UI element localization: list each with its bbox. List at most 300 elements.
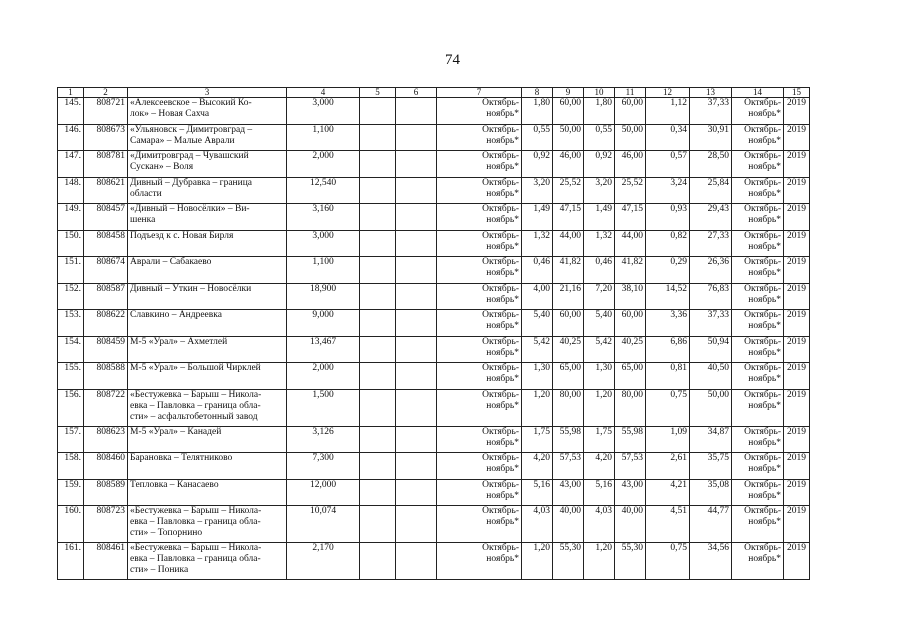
work-period-2-line: ноябрь* — [748, 321, 781, 331]
column-header-8: 8 — [522, 88, 553, 98]
road-length: 2,170 — [287, 543, 360, 580]
work-period — [437, 310, 522, 337]
value-c8: 1,30 — [522, 363, 553, 390]
work-period-2-line: Октябрь- — [744, 389, 781, 400]
work-period-2-line: ноябрь* — [748, 188, 781, 199]
empty-cell-6 — [396, 426, 437, 453]
road-length: 9,000 — [287, 310, 360, 337]
value-c11: 57,53 — [615, 453, 646, 480]
work-period-2-line: Октябрь- — [744, 230, 781, 241]
work-period-2-line: ноябрь* — [748, 162, 781, 172]
work-period-2 — [732, 151, 784, 178]
empty-cell-6 — [396, 389, 437, 426]
year: 2019 — [784, 151, 810, 178]
road-name — [128, 310, 287, 337]
work-period-line: Октябрь- — [482, 230, 519, 241]
value-c12: 14,52 — [646, 283, 690, 310]
value-c12: 1,09 — [646, 426, 690, 453]
year: 2019 — [784, 124, 810, 151]
row-index: 158. — [58, 453, 84, 480]
work-period-2-line: Октябрь- — [744, 426, 781, 437]
row-index: 161. — [58, 543, 84, 580]
work-period — [437, 453, 522, 480]
empty-cell-5 — [360, 479, 396, 506]
work-period-2-line: Октябрь- — [744, 363, 781, 373]
empty-cell-5 — [360, 230, 396, 257]
value-c11: 25,52 — [615, 177, 646, 204]
empty-cell-5 — [360, 506, 396, 543]
empty-cell-6 — [396, 453, 437, 480]
work-period-2-line: ноябрь* — [748, 347, 781, 358]
empty-cell-5 — [360, 426, 396, 453]
value-c13: 37,33 — [690, 98, 732, 125]
work-period-line: ноябрь* — [486, 215, 519, 225]
work-period-2 — [732, 426, 784, 453]
work-period-2-line: ноябрь* — [748, 400, 781, 411]
work-period-2 — [732, 543, 784, 580]
value-c8: 5,16 — [522, 479, 553, 506]
value-c10: 5,40 — [584, 310, 615, 337]
road-name — [128, 151, 287, 178]
work-period-2-line: Октябрь- — [744, 283, 781, 294]
work-period-2-line: ноябрь* — [748, 109, 781, 119]
table-row — [58, 506, 810, 543]
row-index: 159. — [58, 479, 84, 506]
column-header-2: 2 — [84, 88, 128, 98]
value-c12: 6,86 — [646, 336, 690, 363]
table-row — [58, 177, 810, 204]
table-row — [58, 426, 810, 453]
work-period-2-line: ноябрь* — [748, 135, 781, 146]
value-c12: 3,36 — [646, 310, 690, 337]
road-name-line: «Димитровград – Чувашский — [130, 151, 249, 161]
column-header-14: 14 — [732, 88, 784, 98]
work-period — [437, 363, 522, 390]
value-c13: 29,43 — [690, 204, 732, 231]
row-index: 156. — [58, 389, 84, 426]
value-c8: 1,80 — [522, 98, 553, 125]
value-c9: 43,00 — [553, 479, 584, 506]
work-period-2 — [732, 363, 784, 390]
work-period-line: ноябрь* — [486, 517, 519, 527]
value-c10: 1,49 — [584, 204, 615, 231]
empty-cell-6 — [396, 310, 437, 337]
work-period — [437, 506, 522, 543]
value-c11: 44,00 — [615, 230, 646, 257]
road-name-line: Дивный – Дубравка – граница — [130, 177, 253, 188]
road-length: 2,000 — [287, 363, 360, 390]
value-c9: 57,53 — [553, 453, 584, 480]
road-name-line: «Ульяновск – Димитровград – — [130, 124, 253, 135]
page-number: 74 — [445, 52, 460, 68]
value-c12: 0,29 — [646, 257, 690, 284]
value-c10: 1,20 — [584, 389, 615, 426]
row-index: 145. — [58, 98, 84, 125]
work-period-line: ноябрь* — [486, 374, 519, 384]
road-code: 808781 — [84, 151, 128, 178]
road-code: 808588 — [84, 363, 128, 390]
year: 2019 — [784, 543, 810, 580]
road-name-line: лок» – Новая Сахча — [130, 109, 210, 119]
road-name-line: евка – Павловка – граница обла- — [130, 554, 261, 564]
row-index: 147. — [58, 151, 84, 178]
value-c13: 28,50 — [690, 151, 732, 178]
column-header-11: 11 — [615, 88, 646, 98]
road-code: 808623 — [84, 426, 128, 453]
column-header-4: 4 — [287, 88, 360, 98]
road-length: 3,160 — [287, 204, 360, 231]
road-name-line: сти» – асфальтобетонный завод — [130, 411, 258, 422]
work-period-line: ноябрь* — [486, 400, 519, 411]
road-code: 808622 — [84, 310, 128, 337]
work-period-line: Октябрь- — [482, 124, 519, 135]
table-row — [58, 283, 810, 310]
empty-cell-6 — [396, 336, 437, 363]
value-c11: 40,00 — [615, 506, 646, 543]
work-period-2-line: Октябрь- — [744, 479, 781, 490]
value-c12: 4,51 — [646, 506, 690, 543]
work-period-2 — [732, 230, 784, 257]
column-header-12: 12 — [646, 88, 690, 98]
work-period-line: Октябрь- — [482, 389, 519, 400]
column-header-10: 10 — [584, 88, 615, 98]
table-row — [58, 257, 810, 284]
empty-cell-6 — [396, 479, 437, 506]
road-name-line: Барановка – Телятниково — [130, 453, 233, 463]
work-period-line: ноябрь* — [486, 241, 519, 252]
value-c8: 0,55 — [522, 124, 553, 151]
road-name-line: «Бестужевка – Барыш – Никола- — [130, 389, 262, 400]
road-name-line: Аврали – Сабакаево — [130, 257, 212, 267]
value-c10: 1,30 — [584, 363, 615, 390]
year: 2019 — [784, 177, 810, 204]
work-period-2 — [732, 283, 784, 310]
work-period-2-line: ноябрь* — [748, 437, 781, 448]
value-c11: 60,00 — [615, 98, 646, 125]
year: 2019 — [784, 310, 810, 337]
road-code: 808723 — [84, 506, 128, 543]
work-period-line: ноябрь* — [486, 464, 519, 474]
column-header-6: 6 — [396, 88, 437, 98]
work-period-2-line: Октябрь- — [744, 336, 781, 347]
work-period-2 — [732, 453, 784, 480]
empty-cell-5 — [360, 283, 396, 310]
road-name — [128, 98, 287, 125]
empty-cell-6 — [396, 283, 437, 310]
year: 2019 — [784, 98, 810, 125]
value-c10: 7,20 — [584, 283, 615, 310]
work-period-line: ноябрь* — [486, 554, 519, 564]
table-row — [58, 479, 810, 506]
road-length: 1,100 — [287, 257, 360, 284]
value-c10: 0,46 — [584, 257, 615, 284]
work-period-2 — [732, 98, 784, 125]
header-row — [58, 88, 810, 98]
road-length: 1,100 — [287, 124, 360, 151]
year: 2019 — [784, 257, 810, 284]
column-header-5: 5 — [360, 88, 396, 98]
row-index: 157. — [58, 426, 84, 453]
work-period-2-line: Октябрь- — [744, 98, 781, 108]
road-name — [128, 177, 287, 204]
road-name — [128, 336, 287, 363]
empty-cell-5 — [360, 257, 396, 284]
work-period — [437, 336, 522, 363]
empty-cell-5 — [360, 204, 396, 231]
work-period-line: Октябрь- — [482, 453, 519, 463]
work-period-2 — [732, 204, 784, 231]
work-period-line: ноябрь* — [486, 188, 519, 199]
empty-cell-5 — [360, 151, 396, 178]
work-period-2 — [732, 124, 784, 151]
road-name-line: М-5 «Урал» – Ахметлей — [130, 336, 228, 347]
road-name-line: Самара» – Малые Аврали — [130, 135, 235, 146]
road-name-line: сти» – Топорнино — [130, 528, 203, 538]
value-c12: 0,57 — [646, 151, 690, 178]
value-c10: 5,42 — [584, 336, 615, 363]
value-c9: 60,00 — [553, 98, 584, 125]
value-c12: 0,75 — [646, 389, 690, 426]
road-length: 12,000 — [287, 479, 360, 506]
work-period-line: Октябрь- — [482, 310, 519, 320]
work-period-line: ноябрь* — [486, 321, 519, 331]
empty-cell-5 — [360, 453, 396, 480]
value-c13: 30,91 — [690, 124, 732, 151]
value-c13: 35,08 — [690, 479, 732, 506]
work-period-line: Октябрь- — [482, 543, 519, 553]
value-c10: 5,16 — [584, 479, 615, 506]
value-c11: 40,25 — [615, 336, 646, 363]
empty-cell-6 — [396, 177, 437, 204]
empty-cell-5 — [360, 363, 396, 390]
column-header-1: 1 — [58, 88, 84, 98]
work-period-line: Октябрь- — [482, 363, 519, 373]
table-row — [58, 363, 810, 390]
value-c12: 0,34 — [646, 124, 690, 151]
road-length: 1,500 — [287, 389, 360, 426]
empty-cell-5 — [360, 336, 396, 363]
value-c12: 0,93 — [646, 204, 690, 231]
year: 2019 — [784, 336, 810, 363]
value-c11: 38,10 — [615, 283, 646, 310]
work-period-2 — [732, 257, 784, 284]
work-period-line: Октябрь- — [482, 98, 519, 108]
table-row — [58, 453, 810, 480]
work-period-line: ноябрь* — [486, 437, 519, 448]
road-name — [128, 363, 287, 390]
empty-cell-5 — [360, 124, 396, 151]
road-name-line: «Бестужевка – Барыш – Никола- — [130, 506, 262, 516]
work-period-line: Октябрь- — [482, 177, 519, 188]
work-period-2-line: Октябрь- — [744, 506, 781, 516]
empty-cell-6 — [396, 257, 437, 284]
work-period-2-line: Октябрь- — [744, 151, 781, 161]
road-name — [128, 453, 287, 480]
value-c11: 43,00 — [615, 479, 646, 506]
value-c10: 4,20 — [584, 453, 615, 480]
work-period-line: Октябрь- — [482, 426, 519, 437]
work-period — [437, 389, 522, 426]
work-period-line: ноябрь* — [486, 135, 519, 146]
value-c9: 55,30 — [553, 543, 584, 580]
road-name — [128, 257, 287, 284]
work-period-line: Октябрь- — [482, 257, 519, 267]
road-code: 808587 — [84, 283, 128, 310]
road-name-line: «Алексеевское – Высокий Ко- — [130, 98, 252, 108]
year: 2019 — [784, 506, 810, 543]
road-length: 3,000 — [287, 230, 360, 257]
table-row — [58, 204, 810, 231]
row-index: 152. — [58, 283, 84, 310]
value-c10: 1,80 — [584, 98, 615, 125]
value-c13: 25,84 — [690, 177, 732, 204]
row-index: 155. — [58, 363, 84, 390]
row-index: 148. — [58, 177, 84, 204]
value-c12: 1,12 — [646, 98, 690, 125]
work-period-2 — [732, 336, 784, 363]
work-period-2-line: ноябрь* — [748, 374, 781, 384]
row-index: 160. — [58, 506, 84, 543]
empty-cell-6 — [396, 230, 437, 257]
work-period-line: Октябрь- — [482, 479, 519, 490]
value-c9: 50,00 — [553, 124, 584, 151]
empty-cell-5 — [360, 98, 396, 125]
value-c11: 46,00 — [615, 151, 646, 178]
value-c9: 40,00 — [553, 506, 584, 543]
road-length: 13,467 — [287, 336, 360, 363]
value-c9: 60,00 — [553, 310, 584, 337]
value-c8: 4,00 — [522, 283, 553, 310]
value-c9: 55,98 — [553, 426, 584, 453]
road-name — [128, 543, 287, 580]
work-period-2-line: ноябрь* — [748, 215, 781, 225]
value-c9: 21,16 — [553, 283, 584, 310]
road-length: 3,126 — [287, 426, 360, 453]
work-period — [437, 283, 522, 310]
road-name-line: Сускан» – Воля — [130, 162, 194, 172]
work-period-2 — [732, 389, 784, 426]
work-period-line: ноябрь* — [486, 294, 519, 305]
work-period — [437, 151, 522, 178]
empty-cell-6 — [396, 506, 437, 543]
value-c10: 1,20 — [584, 543, 615, 580]
work-period-2-line: ноябрь* — [748, 464, 781, 474]
year: 2019 — [784, 426, 810, 453]
value-c13: 35,75 — [690, 453, 732, 480]
work-period-2-line: Октябрь- — [744, 543, 781, 553]
value-c10: 3,20 — [584, 177, 615, 204]
road-name-line: евка – Павловка – граница обла- — [130, 517, 261, 527]
value-c12: 0,75 — [646, 543, 690, 580]
road-name-line: Славкино – Андреевка — [130, 310, 222, 320]
value-c11: 65,00 — [615, 363, 646, 390]
work-period-line: Октябрь- — [482, 283, 519, 294]
work-period-2 — [732, 177, 784, 204]
table-body — [58, 98, 810, 580]
row-index: 151. — [58, 257, 84, 284]
work-period — [437, 98, 522, 125]
value-c9: 41,82 — [553, 257, 584, 284]
value-c11: 41,82 — [615, 257, 646, 284]
column-header-15: 15 — [784, 88, 810, 98]
value-c8: 3,20 — [522, 177, 553, 204]
value-c8: 1,49 — [522, 204, 553, 231]
road-length: 10,074 — [287, 506, 360, 543]
work-period-line: Октябрь- — [482, 151, 519, 161]
work-period — [437, 124, 522, 151]
value-c8: 1,20 — [522, 389, 553, 426]
work-period-2-line: ноябрь* — [748, 241, 781, 252]
road-code: 808457 — [84, 204, 128, 231]
value-c13: 34,87 — [690, 426, 732, 453]
value-c13: 37,33 — [690, 310, 732, 337]
empty-cell-6 — [396, 204, 437, 231]
value-c8: 5,40 — [522, 310, 553, 337]
road-name-line: Подъезд к с. Новая Бирля — [130, 230, 234, 241]
value-c12: 0,81 — [646, 363, 690, 390]
value-c9: 25,52 — [553, 177, 584, 204]
work-period — [437, 257, 522, 284]
work-period — [437, 426, 522, 453]
table-row — [58, 389, 810, 426]
road-name — [128, 506, 287, 543]
year: 2019 — [784, 453, 810, 480]
value-c8: 0,92 — [522, 151, 553, 178]
road-code: 808721 — [84, 98, 128, 125]
roads-table — [57, 87, 810, 580]
empty-cell-6 — [396, 151, 437, 178]
table-row — [58, 98, 810, 125]
work-period-2 — [732, 479, 784, 506]
value-c13: 76,83 — [690, 283, 732, 310]
row-index: 154. — [58, 336, 84, 363]
work-period-line: Октябрь- — [482, 204, 519, 214]
column-header-7: 7 — [437, 88, 522, 98]
value-c9: 47,15 — [553, 204, 584, 231]
value-c13: 50,00 — [690, 389, 732, 426]
work-period-line: Октябрь- — [482, 506, 519, 516]
road-name-line: М-5 «Урал» – Канадей — [130, 426, 222, 437]
work-period-2-line: ноябрь* — [748, 554, 781, 564]
column-header-13: 13 — [690, 88, 732, 98]
value-c13: 27,33 — [690, 230, 732, 257]
empty-cell-5 — [360, 543, 396, 580]
road-name-line: области — [130, 188, 162, 199]
value-c9: 65,00 — [553, 363, 584, 390]
empty-cell-5 — [360, 389, 396, 426]
value-c11: 80,00 — [615, 389, 646, 426]
work-period-2-line: ноябрь* — [748, 517, 781, 527]
road-code: 808589 — [84, 479, 128, 506]
work-period-line: ноябрь* — [486, 268, 519, 278]
empty-cell-6 — [396, 124, 437, 151]
work-period-line: ноябрь* — [486, 109, 519, 119]
value-c10: 0,55 — [584, 124, 615, 151]
value-c13: 50,94 — [690, 336, 732, 363]
work-period-2-line: Октябрь- — [744, 453, 781, 463]
road-code: 808722 — [84, 389, 128, 426]
work-period — [437, 230, 522, 257]
value-c8: 0,46 — [522, 257, 553, 284]
road-name — [128, 230, 287, 257]
work-period — [437, 177, 522, 204]
value-c10: 1,32 — [584, 230, 615, 257]
value-c12: 4,21 — [646, 479, 690, 506]
year: 2019 — [784, 204, 810, 231]
year: 2019 — [784, 363, 810, 390]
year: 2019 — [784, 283, 810, 310]
work-period-2-line: ноябрь* — [748, 294, 781, 305]
